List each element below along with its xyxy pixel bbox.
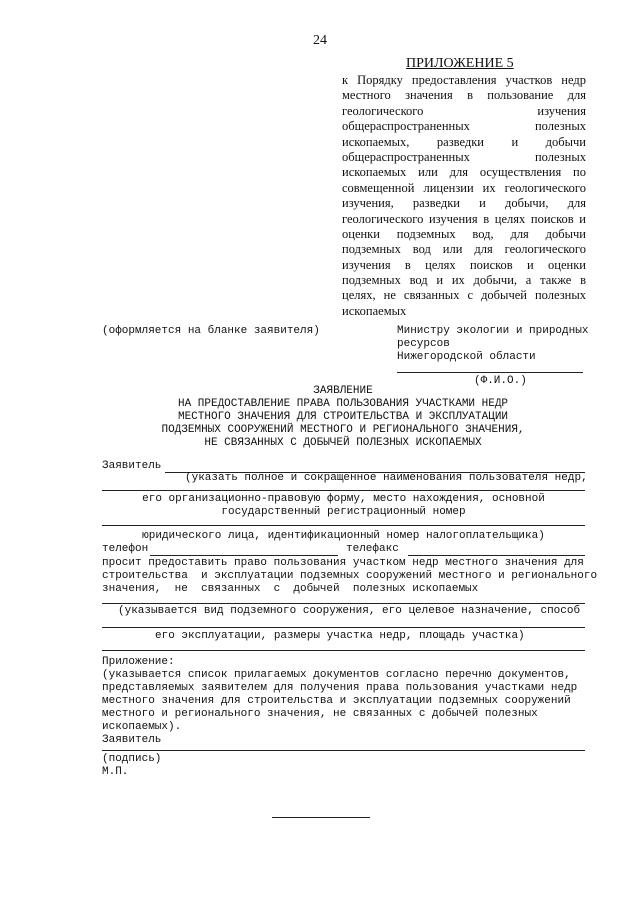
page-number: 24 [313,33,327,48]
appendix-line: оценки подземных вод, для добычи [342,226,586,241]
attachment-line: (указывается список прилагаемых документов согласно перечню документов, [102,669,571,681]
applicant-field-line-2[interactable] [102,490,585,491]
structure-field-line[interactable] [102,603,585,604]
attachment-label: Приложение: [102,656,175,668]
appendix-reference [342,73,586,319]
structure-field-line-2[interactable] [102,627,585,628]
fax-field-line[interactable] [408,555,585,556]
attachment-line: местного и регионального значения, не связанных с добычей полезных [102,708,538,720]
attachment-line: представляемых заявителем для получения права пользования участками недр [102,682,578,694]
applicant-caption: его организационно-правовую форму, место нахождения, основной [142,493,545,505]
applicant-caption: юридического лица, идентификационный номер налогоплательщика) [142,530,545,542]
appendix-line: ископаемых или для осуществления по [342,165,586,180]
applicant-caption: государственный регистрационный номер [221,506,466,518]
appendix-line: к Порядку предоставления участков недр [342,73,586,87]
title-line: НА ПРЕДОСТАВЛЕНИЕ ПРАВА ПОЛЬЗОВАНИЯ УЧАСТКАМИ НЕДР [177,398,509,410]
title-line: МЕСТНОГО ЗНАЧЕНИЯ ДЛЯ СТРОИТЕЛЬСТВА И ЭКСПЛУАТАЦИИ [177,411,509,423]
appendix-line: общераспространенных полезных [342,119,586,134]
title-line: НЕ СВЯЗАННЫХ С ДОБЫЧЕЙ ПОЛЕЗНЫХ ИСКОПАЕМЫХ [204,437,482,449]
blank-note: (оформляется на бланке заявителя) [102,325,320,337]
request-line: значения, не связанных с добычей полезных ископаемых [102,583,479,595]
structure-caption: его эксплуатации, размеры участка недр, площадь участка) [155,630,525,642]
attachment-line: местного значения для строительства и эксплуатации подземных сооружений [102,695,571,707]
appendix-line: геологического изучения в целях поисков и [342,211,586,226]
signature-field-line[interactable] [102,750,585,751]
appendix-line: общераспространенных полезных [342,149,586,164]
appendix-line: изучения, разведки и добычи, для [342,196,586,211]
signature-caption: (подпись) [102,753,162,765]
fio-line [397,372,583,373]
stamp-label: М.П. [102,766,129,778]
attachment-line: ископаемых). [102,721,182,733]
appendix-line: геологического изучения [342,103,586,118]
fax-label: телефакс [346,543,399,555]
applicant-sign-label: Заявитель [102,734,162,746]
request-line: просит предоставить право пользования участком недр местного значения для [102,557,584,569]
applicant-caption: (указать полное и сокращенное наименования пользователя недр, [185,472,588,484]
structure-caption: (указывается вид подземного сооружения, его целевое назначение, способ [118,605,581,617]
appendix-line: изучения в целях поисков и оценки [342,257,586,272]
phone-field-line[interactable] [150,555,338,556]
fio-caption: (Ф.И.О.) [474,375,527,387]
bottom-divider [272,817,370,818]
request-line: строительства и эксплуатации подземных сооружений местного и регионального [102,570,598,582]
title-line: ПОДЗЕМНЫХ СООРУЖЕНИЙ МЕСТНОГО И РЕГИОНАЛЬНОГО ЗНАЧЕНИЯ, [161,424,525,436]
appendix-line: ископаемых [342,303,407,318]
appendix-line: подземных вод и их добычи, а также в [342,273,586,288]
structure-field-line-3[interactable] [102,650,585,651]
appendix-line: совмещенной лицензии их геологического [342,180,586,195]
addressee [397,325,588,364]
title-line: ЗАЯВЛЕНИЕ [313,385,373,397]
appendix-line: целях, не связанных с добычей полезных [342,288,586,303]
addressee-line: Нижегородской области [397,351,536,363]
document-title [100,385,586,450]
applicant-field-line-3[interactable] [102,525,585,526]
addressee-line: Министру экологии и природных [397,325,589,337]
phone-label: телефон [102,543,149,555]
appendix-line: ископаемых, разведки и добычи [342,134,586,149]
applicant-label: Заявитель [102,460,162,472]
addressee-line: ресурсов [397,338,450,350]
appendix-line: местного значения в пользование для [342,88,586,103]
appendix-line: подземных вод или для геологического [342,242,586,257]
appendix-title: ПРИЛОЖЕНИЕ 5 [406,56,514,71]
